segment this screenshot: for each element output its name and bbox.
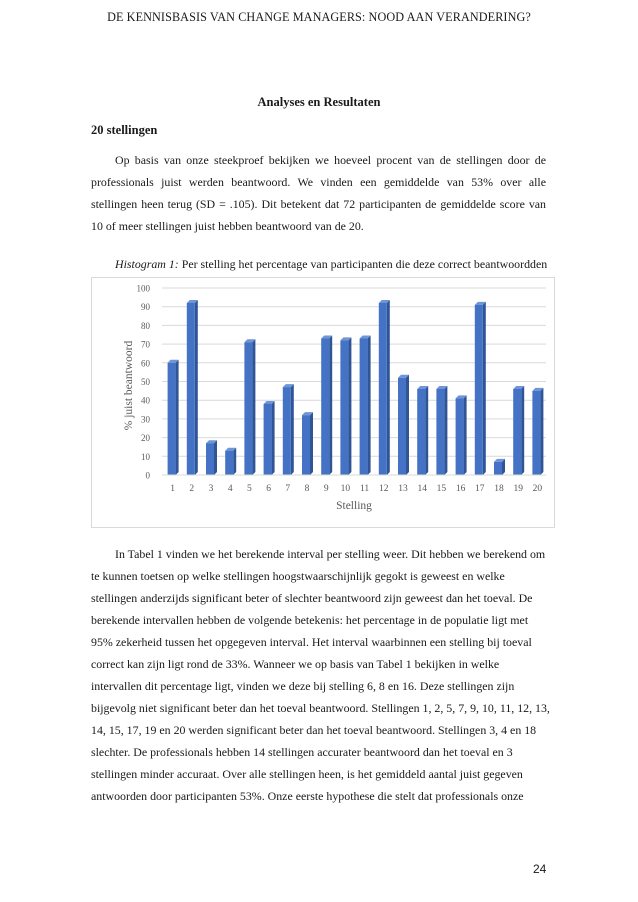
bar-side [233,448,236,475]
y-tick-label: 80 [141,320,150,331]
bar [168,363,176,475]
y-tick-label: 70 [141,339,150,350]
x-tick-label: 5 [247,484,252,494]
bar-side [387,300,390,475]
bar [494,462,502,475]
bar-side [444,386,447,475]
bar [244,342,252,475]
bar-side [406,375,409,475]
section-title: Analyses en Resultaten [257,95,381,109]
bar-side [176,360,179,475]
bar-side [368,335,371,475]
subsection-title: 20 stellingen [91,123,158,137]
bar-side [310,412,313,475]
caption-text: Per stelling het percentage van participanten die deze correct beantwoordden [178,257,548,271]
bar [360,338,368,475]
x-tick-label: 8 [304,484,310,494]
y-tick-label: 0 [145,470,150,481]
x-tick-label: 13 [398,484,408,494]
chart-svg [92,278,556,529]
bar [225,451,233,475]
bar [398,378,406,475]
y-tick-label: 50 [141,377,150,387]
x-tick-label: 20 [532,484,543,494]
bar [187,303,195,475]
x-tick-label: 10 [340,484,351,494]
running-header: DE KENNISBASIS VAN CHANGE MANAGERS: NOOD AAN VERANDERING? [107,10,531,24]
bar [379,303,387,475]
bar [321,338,329,475]
y-axis-title: % juist beantwoord [123,340,135,431]
x-tick-label: 11 [360,484,370,494]
y-tick-label: 100 [136,283,150,294]
page-number: 24 [533,862,547,876]
x-tick-label: 18 [494,484,504,494]
x-tick-label: 4 [227,484,233,494]
bar-side [329,335,332,475]
bar-side [521,386,524,475]
x-tick-label: 17 [475,484,485,494]
bar-side [272,401,275,475]
bar [436,389,444,475]
y-tick-label: 60 [141,358,150,369]
bar-side [540,388,543,475]
bar-side [214,440,217,475]
bar [417,389,425,475]
x-tick-label: 7 [285,484,291,494]
bar [264,404,272,475]
bar-side [348,337,351,475]
bar [302,415,310,475]
paragraph-results-text: In Tabel 1 vinden we het berekende interval per stelling weer. Dit hebben we berekend om te kunnen toetsen op welke stellingen hoogstwaarschijnlijk gegokt is geweest en welke stellingen anderzijds significant beter of slechter beantwoord zijn geweest dan het toeval. De berekende intervallen hebben de volgende betekenis: het percentage in de populatie ligt met 95% zekerheid tussen het opgegeven interval. Het interval waarbinnen een stelling bij toeval correct kan zijn ligt rond de 33%. Wanneer we op basis van Tabel 1 bekijken in welke intervallen dit percentage ligt, vinden we deze bij stelling 6, 8 en 16. Deze stellingen zijn bijgevolg niet significant beter dan het toeval beantwoord. Stellingen 1, 2, 5, 7, 9, 10, 11, 12, 13, 14, 15, 17, 19 en 20 werden significant beter dan het toeval beantwoord. Stellingen 3, 4 en 18 slechter. De professionals hebben 14 stellingen accurater beantwoord dan het toeval en 3 stellingen minder accuraat. Over alle stellingen heen, is het gemiddeld aantal juist gegeven antwoorden door participanten 53%. Onze eerste hypothese die stelt dat professionals onze [91,547,550,803]
bar [340,340,348,475]
bar-side [195,300,198,475]
bar-side [464,395,467,475]
bar [475,305,483,475]
x-tick-label: 12 [379,484,389,494]
bar-side [425,386,428,475]
bar-side [291,384,294,475]
x-tick-label: 1 [170,484,175,494]
bar-side [483,302,486,475]
bar [283,387,291,475]
caption-label: Histogram 1: [115,257,179,271]
y-tick-label: 20 [141,433,150,444]
x-tick-label: 9 [323,484,329,494]
x-tick-label: 2 [189,484,195,494]
bar [513,389,521,475]
histogram-chart [91,277,555,528]
histogram-caption [115,257,547,272]
y-tick-label: 30 [141,414,150,425]
x-tick-label: 16 [455,484,466,494]
y-tick-label: 40 [141,395,150,406]
bar [532,391,540,475]
bar [456,398,464,475]
y-tick-label: 90 [141,302,150,313]
bar [206,443,214,475]
x-tick-label: 6 [266,484,271,494]
y-tick-label: 10 [141,451,150,462]
x-axis-title: Stelling [336,500,372,512]
x-tick-label: 3 [208,484,214,494]
x-tick-label: 19 [513,484,523,494]
paragraph-results [91,543,551,807]
x-tick-label: 14 [417,484,427,494]
x-tick-label: 15 [436,484,447,494]
bar-side [252,339,255,475]
paragraph-intro: Op basis van onze steekproef bekijken we hoeveel procent van de stellingen door de professionals juist werden beantwoord. We vinden een gemiddelde van 53% over alle stellingen heen terug (SD = .105). Dit betekent dat 72 participanten de gemiddelde score van 10 of meer stellingen juist hebben beantwoord van de 20. [91,153,546,233]
